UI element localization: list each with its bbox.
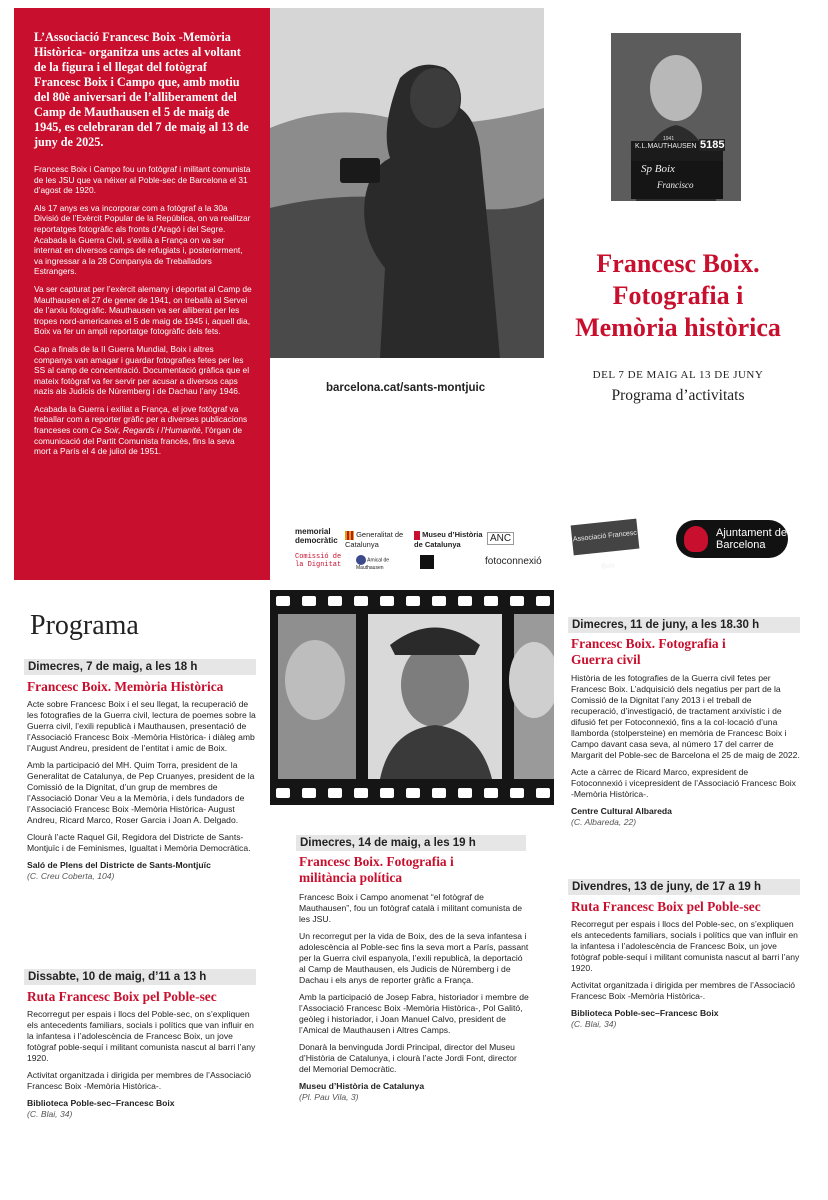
event-4-title-line-2: Guerra civil (571, 652, 641, 667)
event-5-p1: Recorregut per espais i llocs del Poble-sec, on s’expliquen els antecedents familiars, socials i polítics que van influir en la infantesa i l’adolescència de Francesc Boix, un jove fotògraf poble-sequí i militant comunista nascut al barri l’any 1920. (571, 919, 800, 973)
event-3-venue: Museu d’Història de Catalunya (299, 1081, 425, 1091)
event-3-title-line-2: militància política (299, 870, 403, 885)
programme-label: Programa d’activitats (611, 387, 745, 404)
logo-comissio: Comissió de la Dignitat (295, 553, 342, 569)
event-3-p1: Francesc Boix i Campo anomenat “el fotògraf de Mauthausen”, fou un fotògraf català i militant comunista de les JSU. (299, 892, 523, 924)
logo-memorial: memorial democràtic (295, 527, 338, 545)
photographer-photo (270, 8, 544, 358)
logo-amical-text: Amical de Mauthausen (356, 557, 390, 571)
logo-generalitat-text: Generalitat de Catalunya (345, 530, 404, 549)
event-5-title: Ruta Francesc Boix pel Poble-sec (571, 899, 761, 914)
event-4-venue: Centre Cultural Albareda (571, 806, 672, 816)
event-1-body (27, 699, 257, 882)
event-1-p2: Amb la participació del MH. Quim Torra, president de la Generalitat de Catalunya, de Pep Cruanyes, president de la Comissió de la Dignitat, d’un grup de membres de l’Associació Donar Veu a la Memòria, i dels fundadors de l’Associació Francesc Boix -Memòria Històrica- August Andreu, Ricard Marco, Roser Garcia i Joan A. Delgado. (27, 760, 255, 825)
title-line-2: Fotografia i (612, 281, 744, 310)
event-5-p2: Activitat organitzada i dirigida per membres de l’Associació Francesc Boix -Memòria Històrica-. (571, 980, 796, 1001)
event-2-body (27, 1009, 257, 1120)
event-3-p4: Donarà la benvinguda Jordi Principal, director del Museu d’Història de Catalunya, i clourà l’acte Jordi Font, director del Memorial Democràtic. (299, 1042, 517, 1074)
logo-generalitat (345, 530, 415, 549)
photographer-photo-illustration (270, 8, 544, 358)
event-2-p2: Activitat organitzada i dirigida per membres de l’Associació Francesc Boix -Memòria Històrica-. (27, 1070, 252, 1091)
page-title (555, 248, 801, 344)
event-3-title-line-1: Francesc Boix. Fotografia i (299, 854, 454, 869)
event-2-title: Ruta Francesc Boix pel Poble-sec (27, 989, 217, 1004)
event-3-title (299, 854, 529, 886)
logo-ajuntament-text: Ajuntament de Barcelona (716, 527, 787, 551)
logo-anc: ANC (487, 532, 514, 545)
title-line-1: Francesc Boix. (596, 249, 760, 278)
bio-paragraph-1: Francesc Boix i Campo fou un fotògraf i militant comunista de les JSU que va néixer al Poble-sec de Barcelona el 31 d’agost de 1920. (34, 164, 251, 196)
bio-p5-c: , l’òrgan de comunicació del Partit Comunista francès, fins la seva mort a París el 4 de juliol de 1951. (34, 425, 243, 457)
event-2-date: Dissabte, 10 de maig, d’11 a 13 h (24, 969, 256, 985)
event-1-address: (C. Creu Coberta, 104) (27, 871, 115, 881)
date-range: DEL 7 DE MAIG AL 13 DE JUNY (592, 369, 764, 381)
generalitat-icon (345, 531, 354, 540)
event-4-title (571, 636, 801, 668)
event-5-body (571, 919, 801, 1030)
event-3-p2: Un recorregut per la vida de Boix, des de la seva infantesa i adolescència al Poble-sec fins la seva mort a París, passant per la Guerra civil espanyola, l’exili republicà, la deportació al Camp de Mauthausen, els Judicis de Núremberg i de Dachau i els anys de reporter gràfic a França. (299, 931, 529, 985)
bio-paragraph-5 (34, 404, 252, 457)
event-2-venue: Biblioteca Poble-sec–Francesc Boix (27, 1098, 175, 1108)
programa-title: Programa (30, 610, 139, 641)
event-4-p1: Història de les fotografies de la Guerra civil fetes per Francesc Boix. L’adquisició dels negatius per part de la Comissió de la Dignitat l’any 2013 i el treball de recuperació, d’investigació, de tractament arxivístic i de difusió fet per Fotoconnexió, fins a la col·locació d’una llamborda (stolpersteine) en memòria de Francesc Boix i Campo davant casa seva, al número 17 del carrer de Margarit del Poble-sec de Barcelona el 25 de maig de 2022. (571, 673, 800, 760)
bio-paragraph-4: Cap a finals de la II Guerra Mundial, Boix i altres companys van amagar i guardar fotografies fetes per les SS al camp de concentració. Documentació gràfica que el mateix fotògraf va fer servir per acusar a diversos caps nazis als Judicis de Núremberg i de Dachau l’any 1946. (34, 343, 250, 397)
mugshot-photo (611, 33, 741, 201)
event-1-title: Francesc Boix. Memòria Històrica (27, 679, 224, 694)
ajuntament-shield-icon (684, 526, 708, 552)
event-3-body (299, 892, 529, 1103)
event-2-p1: Recorregut per espais i llocs del Poble-sec, on s’expliquen els antecedents familiars, socials i polítics que van influir en la infantesa i l’adolescència de Francesc Boix, un jove fotògraf poble-sequí i militant comunista nascut al barri l’any 1920. (27, 1009, 256, 1063)
bio-paragraph-2: Als 17 anys es va incorporar com a fotògraf a la 30a Divisió de l’Exèrcit Popular de la República, on va realitzar reportatges fotogràfic als fronts d’Aragó i del Segre. Acabada la Guerra Civil, s’exilià a França on va ser internat en diversos camps de refugiats i, posteriorment, va ingressar a la 28 Companyia de Treballadors Estrangers. (34, 202, 251, 277)
event-1-p1: Acte sobre Francesc Boix i el seu llegat, la recuperació de les fotografies de la Guerra civil, lectura de poemes sobre la Guerra civil, l’exili republicà i Mauthausen, presentació de l’Associació Francesc Boix -Memòria Històrica- i diàleg amb l’August Andreu, president de l’entitat i amic de Boix. (27, 699, 256, 753)
logo-museu (414, 530, 486, 549)
event-4-title-line-1: Francesc Boix. Fotografia i (571, 636, 726, 651)
logo-ajuntament (676, 520, 788, 558)
logo-fotoconnexio: fotoconnexió (485, 556, 542, 567)
event-4-date: Dimecres, 11 de juny, a les 18.30 h (568, 617, 800, 633)
bio-p5-publications: Ce Soir, Regards i l’Humanité (90, 425, 201, 436)
event-4-address: (C. Albareda, 22) (571, 817, 637, 827)
logo-amical (356, 555, 414, 571)
event-1-venue: Saló de Plens del Districte de Sants-Montjuïc (27, 860, 211, 870)
intro-panel (14, 8, 270, 580)
event-5-address: (C. Blai, 34) (571, 1019, 617, 1029)
amical-icon (356, 555, 366, 565)
bio-paragraph-3: Va ser capturat per l’exèrcit alemany i deportat al Camp de Mauthausen el 27 de gener de 1941, on treballà al Servei de l’arxiu fotogràfic. Mauthausen va ser alliberat per les tropes nord-americanes el 5 de maig de 1945 i, aquell dia, Boix va fer un ampli reportatge fotogràfic dels fets. (34, 283, 252, 337)
mugshot-number: 5185 (700, 139, 725, 151)
museu-icon (414, 531, 420, 540)
logo-boix: Associació Francesc Boix (571, 519, 640, 556)
event-3-p3: Amb la participació de Josep Fabra, historiador i membre de l’Associació Francesc Boix -Memòria Històrica-, Pol Galitó, geòleg i historiador, i Joan Manuel Calvo, president de l’Amical de Mauthausen i Altres Camps. (299, 992, 529, 1035)
event-2-address: (C. Blai, 34) (27, 1109, 73, 1119)
event-4-p2: Acte a càrrec de Ricard Marco, expresident de Fotoconnexió i vicepresident de l’Associació Francesc Boix -Memòria Històrica-. (571, 767, 796, 799)
mugshot-year: 1941 (663, 136, 675, 142)
event-5-venue: Biblioteca Poble-sec–Francesc Boix (571, 1008, 719, 1018)
mugshot-name-2: Francisco (657, 180, 694, 190)
event-3-date: Dimecres, 14 de maig, a les 19 h (296, 835, 526, 851)
event-3-address: (Pl. Pau Vila, 3) (299, 1092, 359, 1102)
bio-p5-a: Acabada la Guerra i exiliat a França, el jove fotògraf va treballar com a reporter gràfic per a diverses publicacions franceses com (34, 403, 248, 436)
mugshot-camp: K.L.MAUTHAUSEN (635, 143, 697, 150)
commission-badge-icon (420, 555, 434, 569)
event-4-body (571, 673, 801, 828)
film-strip-photo (270, 590, 554, 805)
logo-museu-text: Museu d’Història de Catalunya (414, 530, 483, 549)
mugshot-illustration (611, 33, 741, 201)
title-line-3: Memòria històrica (575, 313, 781, 342)
film-strip-illustration (270, 590, 554, 805)
event-1-p3: Clourà l’acte Raquel Gil, Regidora del Districte de Sants- Montjuïc i de Feminismes, Igualtat i Memòria Democràtica. (27, 832, 251, 853)
event-1-date: Dimecres, 7 de maig, a les 18 h (24, 659, 256, 675)
intro-text: L’Associació Francesc Boix -Memòria Històrica- organitza uns actes al voltant de la figura i el llegat del fotògraf Francesc Boix i Campo que, amb motiu del 80è aniversari de l’alliberament del Camp de Mauthausen el 5 de maig de 1945, es celebraran del 7 de maig al 13 de juny de 2025. (34, 30, 249, 149)
event-5-date: Divendres, 13 de juny, de 17 a 19 h (568, 879, 800, 895)
mugshot-name-1: Sp Boix (641, 163, 675, 175)
website-url[interactable]: barcelona.cat/sants-montjuic (326, 382, 486, 394)
